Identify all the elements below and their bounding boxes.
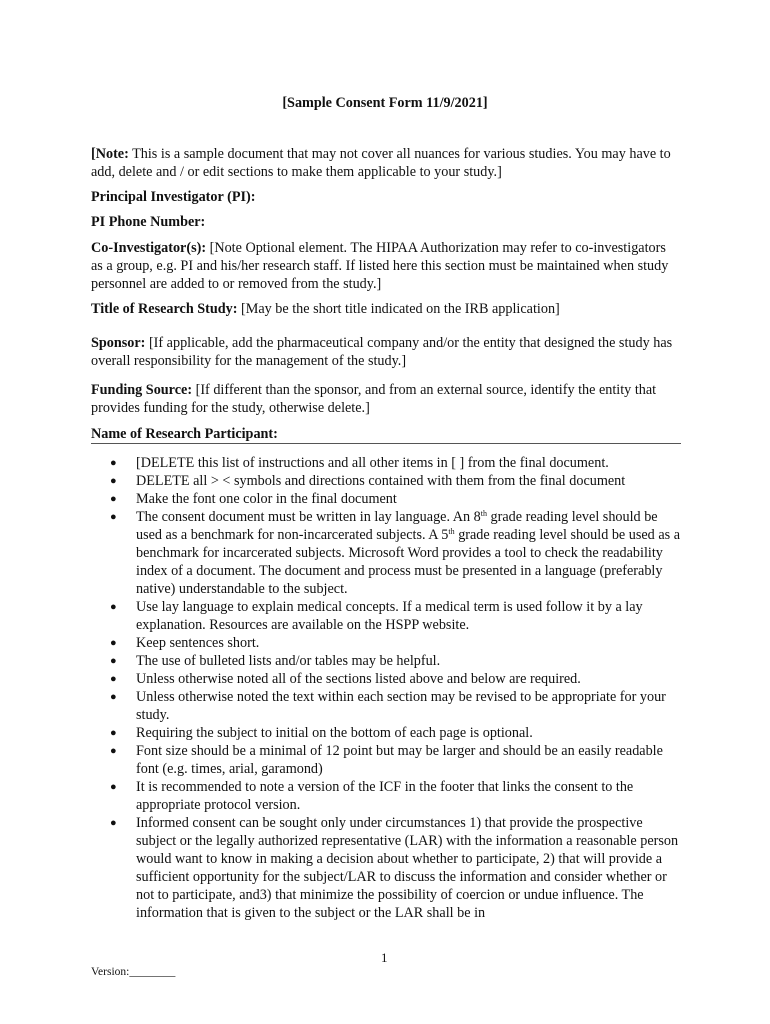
list-item [110,598,685,634]
study-title-paragraph [91,300,681,318]
list-item-text: DELETE all > < symbols and directions contained with them from the final document [136,473,626,489]
list-item [110,472,685,490]
bullet-icon: ● [110,493,117,505]
sponsor-text: [If applicable, add the pharmaceutical company and/or the entity that designed the study has overall responsibility for the management of the study.] [91,335,673,369]
list-item-text: [DELETE this list of instructions and all other items in [ ] from the final document. [136,455,609,471]
list-item [110,688,685,724]
list-item-text: It is recommended to note a version of the ICF in the footer that links the consent to the appropriate protocol version. [136,779,634,813]
superscript: th [448,527,455,536]
page-number: 1 [381,950,388,965]
list-item-text: Use lay language to explain medical concepts. If a medical term is used follow it by a lay explanation. Resources are available on the HSPP website. [136,599,643,633]
bullet-icon: ● [110,745,117,757]
note-text: This is a sample document that may not cover all nuances for various studies. You may have to add, delete and / or edit sections to make them applicable to your study.] [91,146,671,180]
document-title: [Sample Consent Form 11/9/2021] [282,95,488,111]
bullet-icon: ● [110,511,117,523]
bullet-icon: ● [110,781,117,793]
participant-name-line [91,425,681,444]
bullet-icon: ● [110,691,117,703]
list-item-text: Unless otherwise noted the text within each section may be revised to be appropriate for your study. [136,689,666,723]
bullet-icon: ● [110,655,117,667]
list-item-text: Font size should be a minimal of 12 point but may be larger and should be an easily readable font (e.g. times, arial, garamond) [136,743,663,777]
list-item [110,508,685,598]
list-item-text: Requiring the subject to initial on the bottom of each page is optional. [136,725,533,741]
version-footer: Version:________ [91,966,176,978]
bullet-icon: ● [110,673,117,685]
pi-phone-label: PI Phone Number: [91,214,206,230]
co-investigator-text: [Note Optional element. The HIPAA Authorization may refer to co-investigators as a group, e.g. PI and his/her research staff. If listed here this section must be maintained when study personnel are added to or removed from the study.] [91,240,669,292]
list-item [110,634,685,652]
list-item-text: Keep sentences short. [136,635,260,651]
list-item [110,490,685,508]
list-item-text: Make the font one color in the final document [136,491,397,507]
list-item [110,778,685,814]
list-item-text: The use of bulleted lists and/or tables may be helpful. [136,653,441,669]
funding-paragraph [91,381,681,417]
list-item [110,814,685,922]
instruction-list [110,454,685,922]
co-investigator-label: Co-Investigator(s): [91,240,207,256]
study-title-text: [May be the short title indicated on the IRB application] [237,301,560,317]
list-item [110,652,685,670]
bullet-icon: ● [110,457,117,469]
list-item-text: The consent document must be written in lay language. An 8th grade reading level should be used as a benchmark for non-incarcerated subjects. A 5th grade reading level should be used as a benchmark for incarcerated subjects. Microsoft Word provides a tool to check the readability index of a document. The document and process must be presented in a language (preferably native) understandable to the subject. [136,509,680,597]
list-item-text: Informed consent can be sought only under circumstances 1) that provide the prospective subject or the legally authorized representative (LAR) with the information a reasonable person would want to know in making a decision about whether to participate, 2) that will provide a sufficient opportunity for the subject/LAR to discuss the information and consider whether or not to participate, and3) that minimize the possibility of coercion or undue influence. The information that is given to the subject or the LAR shall be in [136,815,679,921]
list-item [110,454,685,472]
list-item [110,670,685,688]
bullet-icon: ● [110,475,117,487]
bullet-icon: ● [110,817,117,829]
note-label: [Note: [91,146,129,162]
note-paragraph [91,145,681,181]
co-investigator-paragraph [91,239,681,293]
list-item-text: Unless otherwise noted all of the sections listed above and below are required. [136,671,581,687]
superscript: th [480,509,487,518]
bullet-icon: ● [110,601,117,613]
funding-text: [If different than the sponsor, and from an external source, identify the entity that provides funding for the study, otherwise delete.] [91,382,657,416]
participant-name-label: Name of Research Participant: [91,426,278,442]
sponsor-label: Sponsor: [91,335,146,351]
principal-investigator-label: Principal Investigator (PI): [91,189,256,205]
sponsor-paragraph [91,334,681,370]
funding-label: Funding Source: [91,382,193,398]
study-title-label: Title of Research Study: [91,301,238,317]
bullet-icon: ● [110,637,117,649]
bullet-icon: ● [110,727,117,739]
list-item [110,724,685,742]
list-item [110,742,685,778]
